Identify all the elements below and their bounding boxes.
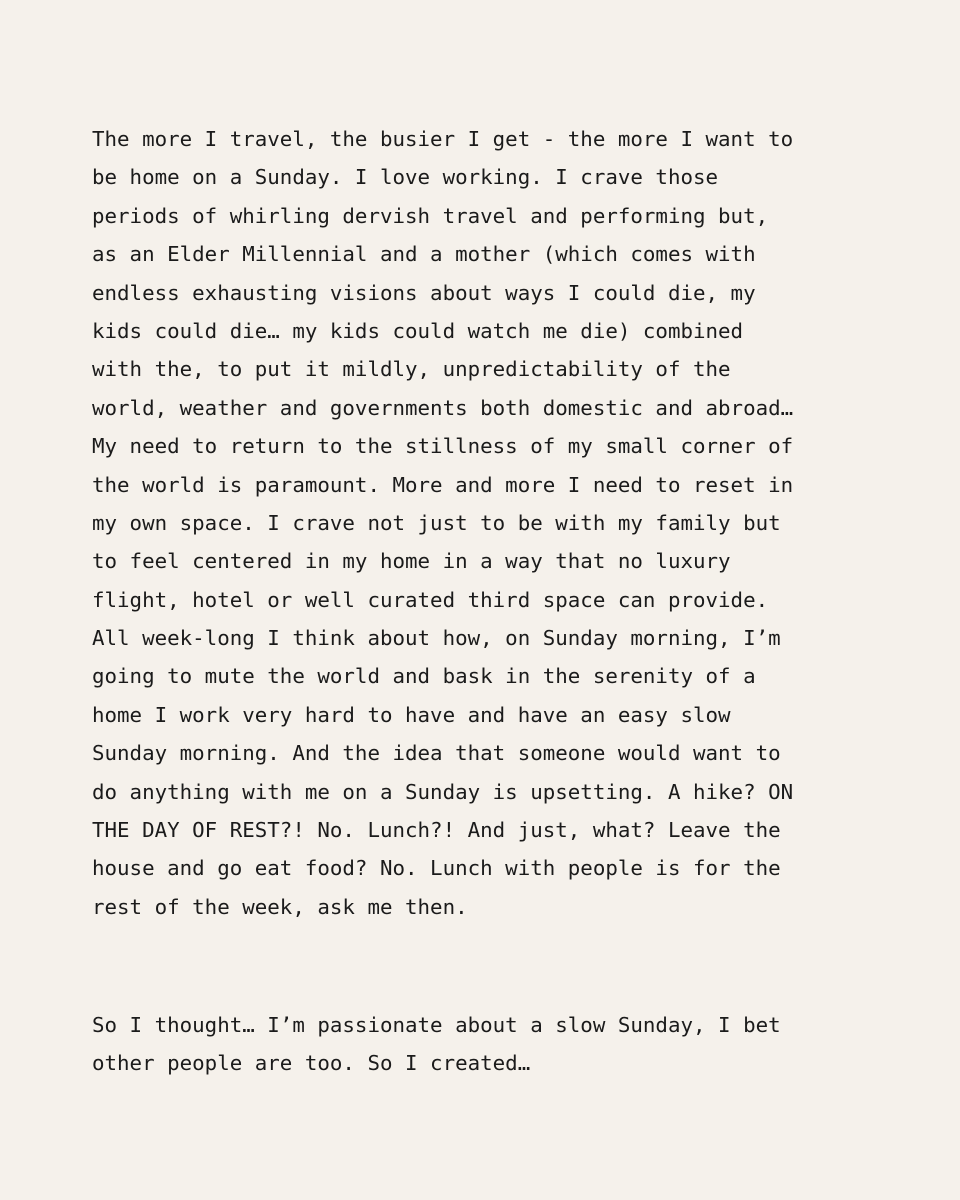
text-line: All week-long I think about how, on Sunday morning, I’m xyxy=(92,626,781,651)
text-line: endless exhausting visions about ways I could die, my xyxy=(92,280,756,305)
text-line: as an Elder Millennial and a mother (which comes with xyxy=(92,242,756,267)
text-line: The more I travel, the busier I get - the more I want to xyxy=(92,127,794,151)
text-line: flight, hotel or well curated third space can provide. xyxy=(92,587,769,612)
text-line: other people are too. So I created… xyxy=(92,1051,531,1076)
paragraph-2 xyxy=(92,1006,892,1083)
text-line: be home on a Sunday. I love working. I crave those xyxy=(92,165,719,190)
text-line: do anything with me on a Sunday is upsetting. A hike? ON xyxy=(92,779,794,804)
text-line: periods of whirling dervish travel and performing but, xyxy=(92,203,769,228)
text-line: my own space. I crave not just to be with my family but xyxy=(92,510,781,535)
text-line: kids could die… my kids could watch me die) combined xyxy=(92,318,744,343)
text-line: rest of the week, ask me then. xyxy=(92,894,468,919)
text-line: My need to return to the stillness of my small corner of xyxy=(92,434,794,459)
paragraph-1 xyxy=(92,120,892,926)
text-line: So I thought… I’m passionate about a slow Sunday, I bet xyxy=(92,1013,781,1037)
text-line: world, weather and governments both domestic and abroad… xyxy=(92,395,794,420)
text-line: going to mute the world and bask in the serenity of a xyxy=(92,664,756,689)
text-line: Sunday morning. And the idea that someone would want to xyxy=(92,741,781,766)
text-line: home I work very hard to have and have an easy slow xyxy=(92,702,731,727)
text-line: with the, to put it mildly, unpredictability of the xyxy=(92,357,731,382)
text-line: THE DAY OF REST?! No. Lunch?! And just, what? Leave the xyxy=(92,818,781,843)
text-line: to feel centered in my home in a way that no luxury xyxy=(92,549,731,574)
text-line: house and go eat food? No. Lunch with people is for the xyxy=(92,856,781,881)
text-line: the world is paramount. More and more I need to reset in xyxy=(92,472,794,497)
